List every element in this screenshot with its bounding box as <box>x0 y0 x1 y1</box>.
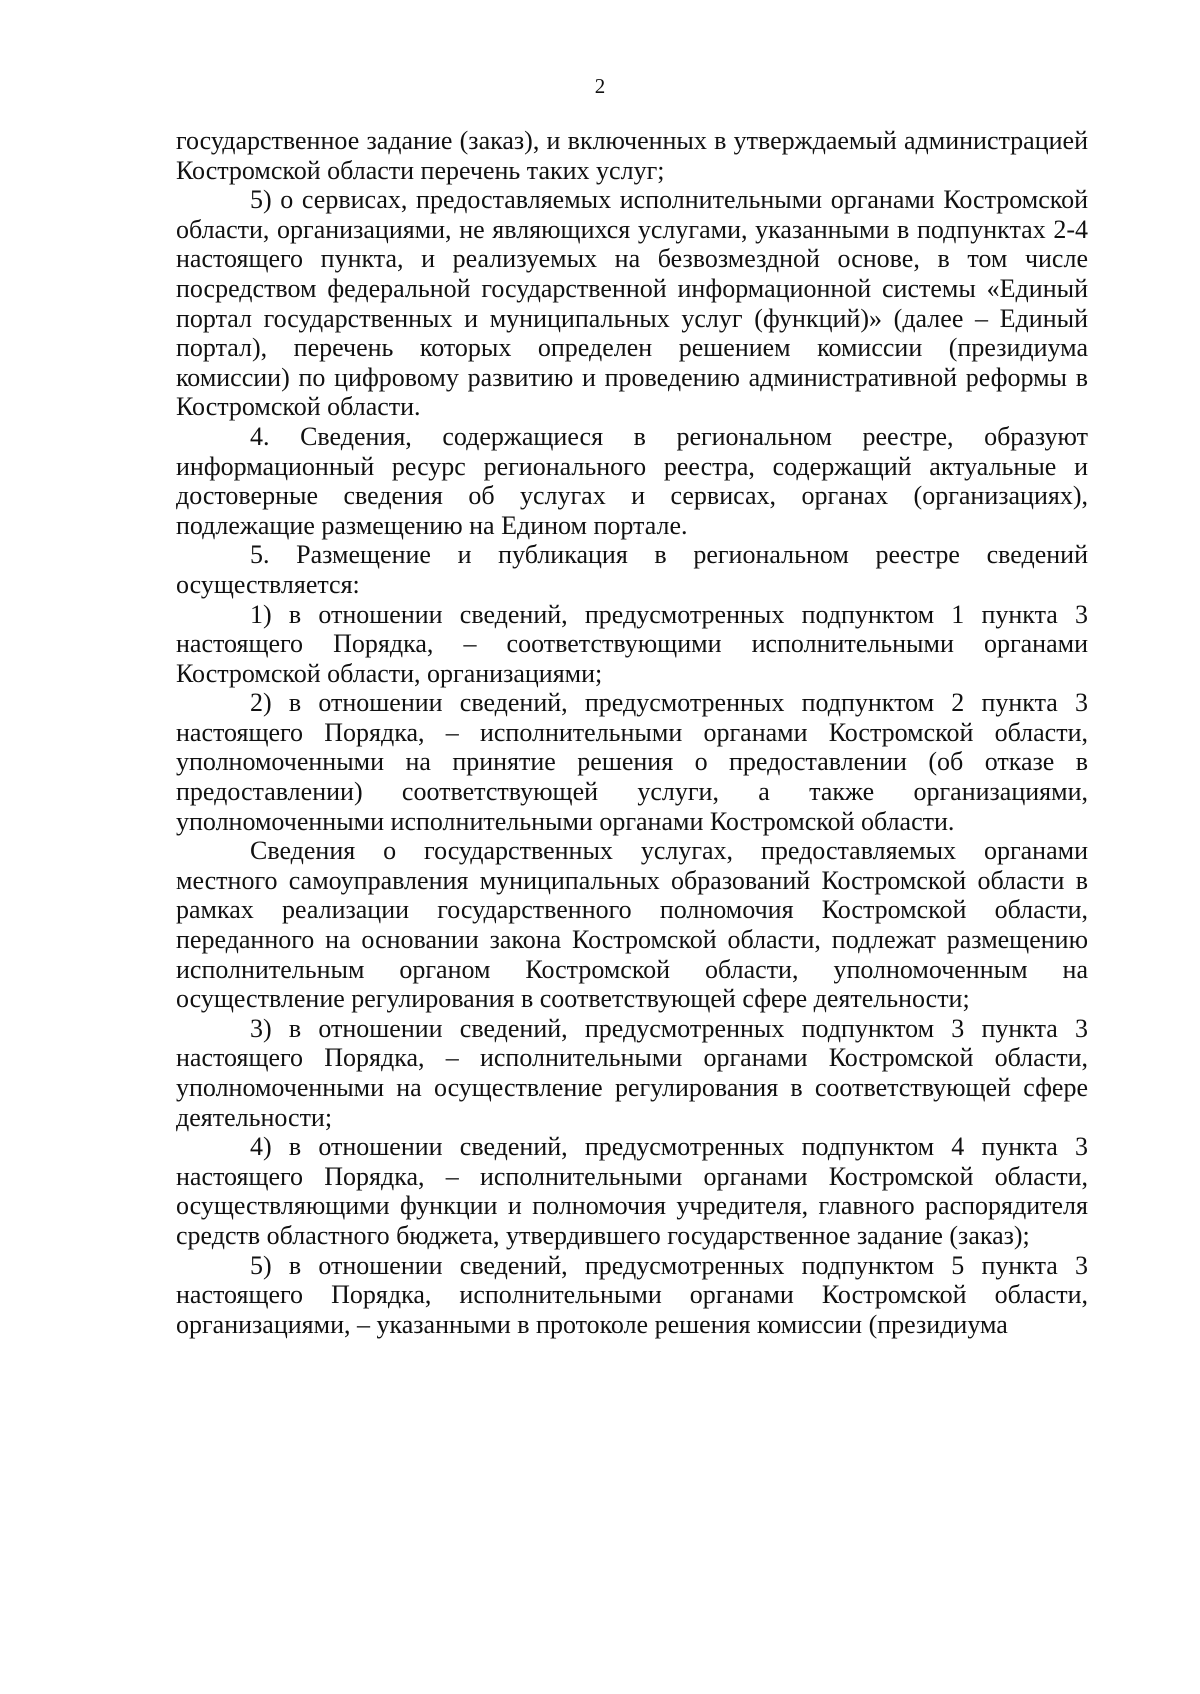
paragraph: 2) в отношении сведений, предусмотренных подпунктом 2 пункта 3 настоящего Порядка, – исполнительными органами Костромской области, уполномоченными на принятие решения о предоставлении (об отказе в предоставлении) соответствующей услуги, а также организациями, уполномоченными исполнительными органами Костромской области. <box>176 688 1088 836</box>
paragraph: 4. Сведения, содержащиеся в региональном реестре, образуют информационный ресурс регионального реестра, содержащий актуальные и достоверные сведения об услугах и сервисах, органах (организациях), подлежащие размещению на Едином портале. <box>176 421 1088 540</box>
paragraph: 3) в отношении сведений, предусмотренных подпунктом 3 пункта 3 настоящего Порядка, – исполнительными органами Костромской области, уполномоченными на осуществление регулирования в соответствующей сфере деятельности; <box>176 1013 1088 1132</box>
paragraph: 5) о сервисах, предоставляемых исполнительными органами Костромской области, организациями, не являющихся услугами, указанными в подпунктах 2-4 настоящего пункта, и реализуемых на безвозмездной основе, в том числе посредством федеральной государственной информационной системы «Единый портал государственных и муниципальных услуг (функций)» (далее – Единый портал), перечень которых определен решением комиссии (президиума комиссии) по цифровому развитию и проведению административной реформы в Костромской области. <box>176 185 1088 422</box>
page-number: 2 <box>594 74 606 98</box>
paragraph: 4) в отношении сведений, предусмотренных подпунктом 4 пункта 3 настоящего Порядка, – исполнительными органами Костромской области, осуществляющими функции и полномочия учредителя, главного распорядителя средств областного бюджета, утвердившего государственное задание (заказ); <box>176 1132 1088 1250</box>
paragraph: 1) в отношении сведений, предусмотренных подпунктом 1 пункта 3 настоящего Порядка, – соответствующими исполнительными органами Костромской области, организациями; <box>176 599 1088 688</box>
paragraph: 5) в отношении сведений, предусмотренных подпунктом 5 пункта 3 настоящего Порядка, исполнительными органами Костромской области, организациями, – указанными в протоколе решения комиссии (президиума <box>176 1250 1088 1339</box>
document-body <box>176 126 1088 1339</box>
paragraph: Сведения о государственных услугах, предоставляемых органами местного самоуправления муниципальных образований Костромской области в рамках реализации государственного полномочия Костромской области, переданного на основании закона Костромской области, подлежат размещению исполнительным органом Костромской области, уполномоченным на осуществление регулирования в соответствующей сфере деятельности; <box>176 836 1088 1014</box>
paragraph: государственное задание (заказ), и включенных в утверждаемый администрацией Костромской области перечень таких услуг; <box>176 126 1088 185</box>
paragraph: 5. Размещение и публикация в региональном реестре сведений осуществляется: <box>176 540 1088 599</box>
